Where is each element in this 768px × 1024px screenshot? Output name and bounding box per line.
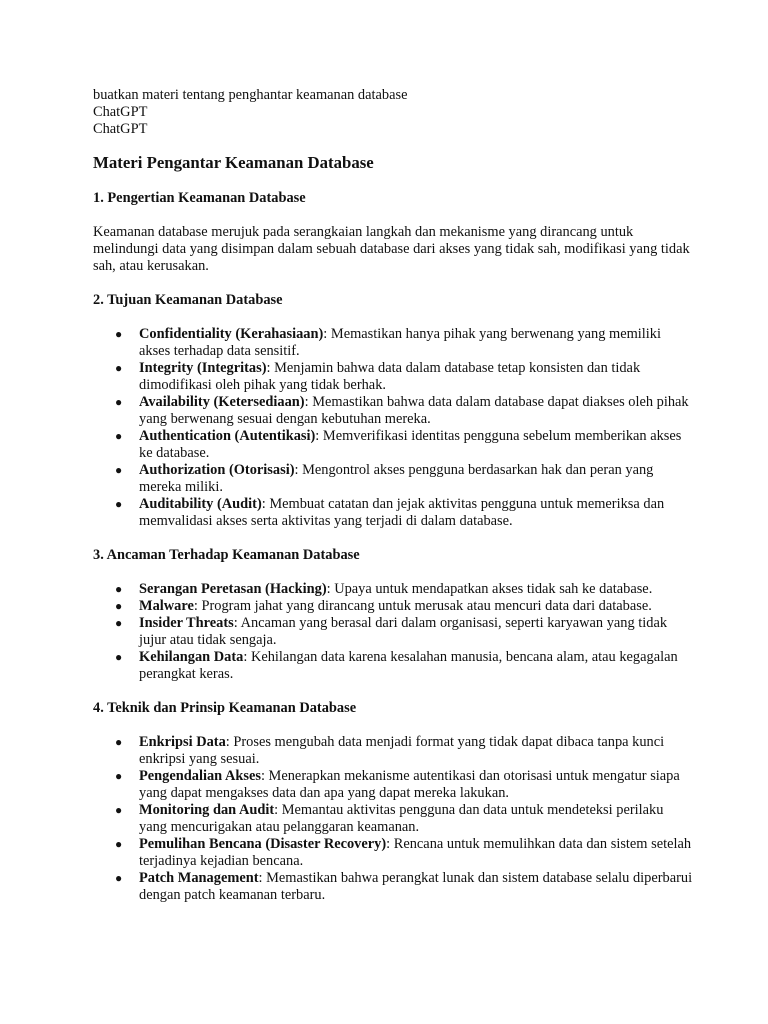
section-heading: 3. Ancaman Terhadap Keamanan Database: [93, 547, 360, 563]
item-term: Confidentiality (Kerahasiaan): [139, 326, 324, 342]
section-definition: [93, 190, 693, 275]
section-heading: 4. Teknik dan Prinsip Keamanan Database: [93, 700, 357, 716]
bullet-icon: ●: [115, 871, 123, 885]
item-desc: : Membuat catatan dan jejak aktivitas pengguna untuk memeriksa dan memvalidasi akses serta aktivitas yang terjadi di dalam database.: [139, 496, 665, 529]
item-term: Authentication (Autentikasi): [139, 428, 316, 444]
section-heading: 1. Pengertian Keamanan Database: [93, 190, 306, 206]
bullet-icon: ●: [115, 327, 123, 341]
author-label: ChatGPT: [93, 121, 148, 137]
section-threats: [93, 547, 693, 683]
item-desc: : Menerapkan mekanisme autentikasi dan otorisasi untuk mengatur siapa yang dapat mengakses data dan apa yang dapat mereka lakukan.: [139, 768, 680, 801]
item-desc: : Upaya untuk mendapatkan akses tidak sah ke database.: [326, 581, 653, 597]
bullet-icon: ●: [115, 599, 123, 613]
list-item: [93, 870, 693, 904]
item-desc: : Mengontrol akses pengguna berdasarkan hak dan peran yang mereka miliki.: [139, 462, 654, 495]
item-term: Authorization (Otorisasi): [139, 462, 295, 478]
list-item: [93, 615, 693, 649]
bullet-icon: ●: [115, 837, 123, 851]
item-desc: : Memastikan hanya pihak yang berwenang yang memiliki akses terhadap data sensitif.: [139, 326, 661, 359]
list-item: [93, 768, 693, 802]
bullet-icon: ●: [115, 361, 123, 375]
item-term: Insider Threats: [139, 615, 234, 631]
bullet-icon: ●: [115, 769, 123, 783]
bullet-icon: ●: [115, 429, 123, 443]
item-term: Pengendalian Akses: [139, 768, 261, 784]
item-desc: : Memantau aktivitas pengguna dan data untuk mendeteksi perilaku yang mencurigakan atau pelanggaran keamanan.: [139, 802, 664, 835]
list-item: [93, 802, 693, 836]
list-item: [93, 428, 693, 462]
list-item: [93, 496, 693, 530]
bullet-icon: ●: [115, 497, 123, 511]
section-heading: 2. Tujuan Keamanan Database: [93, 292, 283, 308]
list-item: [93, 734, 693, 768]
item-term: Patch Management: [139, 870, 259, 886]
item-term: Malware: [139, 598, 194, 614]
item-desc: : Memverifikasi identitas pengguna sebelum memberikan akses ke database.: [139, 428, 682, 461]
item-desc: : Program jahat yang dirancang untuk merusak atau mencuri data dari database.: [193, 598, 652, 614]
item-term: Serangan Peretasan (Hacking): [139, 581, 327, 597]
list-item: [93, 649, 693, 683]
list-item: [93, 462, 693, 496]
bullet-list: [93, 734, 693, 904]
item-desc: : Rencana untuk memulihkan data dan sistem setelah terjadinya kejadian bencana.: [139, 836, 692, 869]
item-desc: : Proses mengubah data menjadi format yang tidak dapat dibaca tanpa kunci enkripsi yang sesuai.: [139, 734, 665, 767]
item-term: Kehilangan Data: [139, 649, 244, 665]
bullet-icon: ●: [115, 616, 123, 630]
bullet-icon: ●: [115, 735, 123, 749]
item-term: Pemulihan Bencana (Disaster Recovery): [139, 836, 387, 852]
item-term: Enkripsi Data: [139, 734, 226, 750]
list-item: [93, 394, 693, 428]
author-label: ChatGPT: [93, 104, 148, 120]
bullet-icon: ●: [115, 395, 123, 409]
document-page: [93, 87, 693, 904]
item-desc: : Ancaman yang berasal dari dalam organisasi, seperti karyawan yang tidak jujur atau tidak sengaja.: [139, 615, 668, 648]
bullet-icon: ●: [115, 650, 123, 664]
prompt-request: buatkan materi tentang penghantar keamanan database: [93, 87, 408, 103]
item-desc: : Memastikan bahwa data dalam database dapat diakses oleh pihak yang berwenang sesuai dengan kebutuhan mereka.: [139, 394, 689, 427]
list-item: [93, 326, 693, 360]
section-techniques: [93, 700, 693, 904]
section-paragraph: Keamanan database merujuk pada serangkaian langkah dan mekanisme yang dirancang untuk melindungi data yang disimpan dalam sebuah database dari akses yang tidak sah, modifikasi yang tidak sah, atau kerusakan.: [93, 224, 690, 274]
item-desc: : Menjamin bahwa data dalam database tetap konsisten dan tidak dimodifikasi oleh pihak yang tidak berhak.: [139, 360, 641, 393]
item-term: Monitoring dan Audit: [139, 802, 275, 818]
bullet-icon: ●: [115, 803, 123, 817]
document-title: Materi Pengantar Keamanan Database: [93, 153, 374, 172]
item-desc: : Memastikan bahwa perangkat lunak dan sistem database selalu diperbarui dengan patch keamanan terbaru.: [139, 870, 693, 903]
bullet-icon: ●: [115, 463, 123, 477]
item-desc: : Kehilangan data karena kesalahan manusia, bencana alam, atau kegagalan perangkat keras.: [139, 649, 678, 682]
section-goals: [93, 292, 693, 530]
item-term: Availability (Ketersediaan): [139, 394, 305, 410]
bullet-icon: ●: [115, 582, 123, 596]
list-item: [93, 581, 693, 598]
item-term: Integrity (Integritas): [139, 360, 267, 376]
bullet-list: [93, 581, 693, 683]
list-item: [93, 836, 693, 870]
list-item: [93, 360, 693, 394]
list-item: [93, 598, 693, 615]
item-term: Auditability (Audit): [139, 496, 262, 512]
bullet-list: [93, 326, 693, 530]
